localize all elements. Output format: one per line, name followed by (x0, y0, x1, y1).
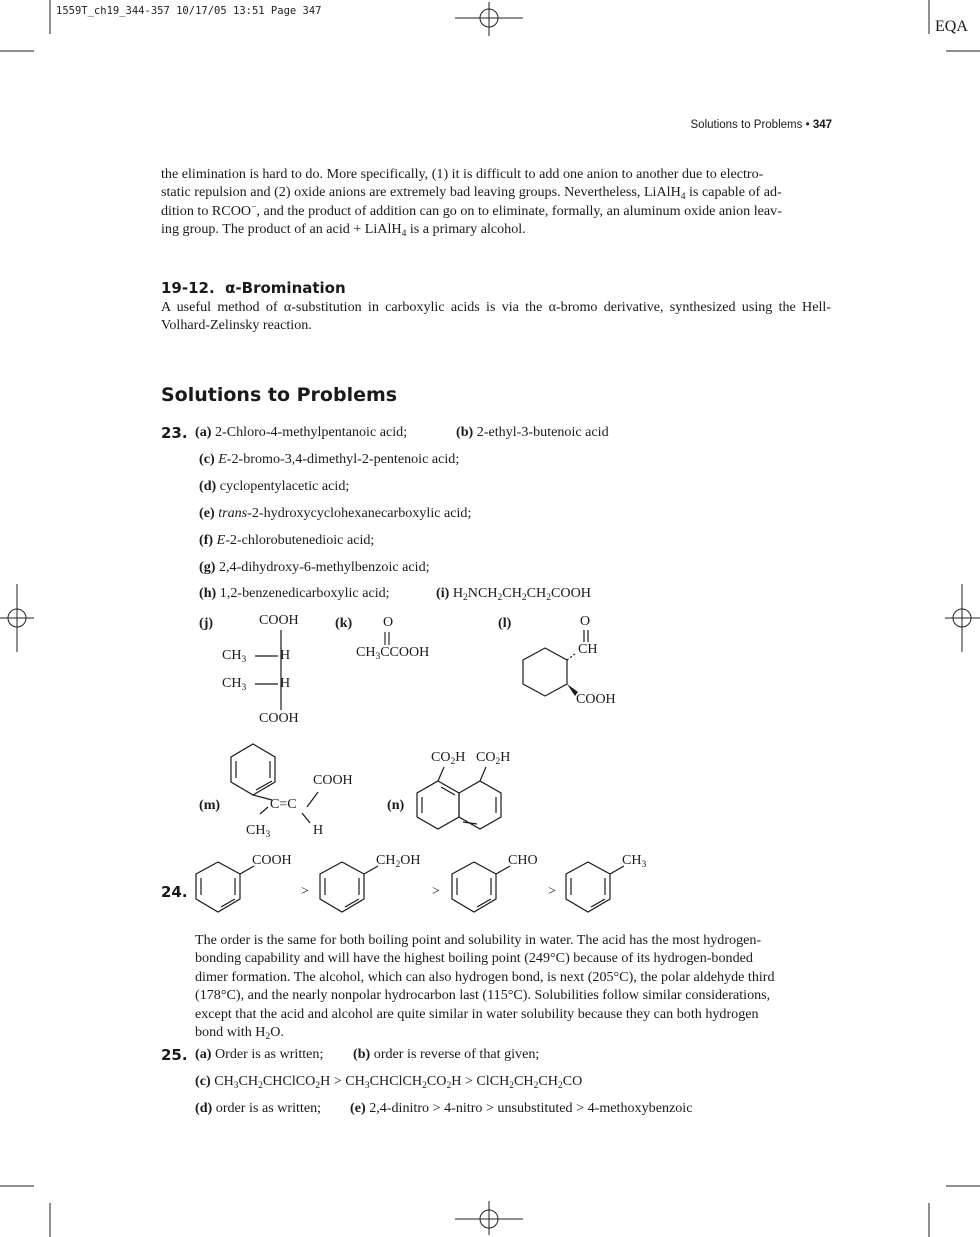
explanation-line-6: bond with $H_2O$. (195, 1024, 284, 1043)
j-top-cooh: COOH (259, 613, 299, 628)
page-number: 347 (812, 119, 832, 131)
problem-25-number: 25. (161, 1046, 188, 1064)
answer-23e: (e) trans-2-hydroxycyclohexanecarboxylic acid; (199, 505, 472, 521)
answer-23f: (f) E-2-chlorobutenedioic acid; (199, 532, 375, 548)
m-cooh: COOH (313, 773, 353, 788)
compound-benzaldehyde: CHO (508, 853, 538, 868)
corner-tag: EQA (935, 18, 968, 35)
problem-24-number: 24. (161, 883, 188, 901)
explanation-line-3: dimer formation. The alcohol, which can also hydrogen bond, is next (205°C), the polar aldehyde third (195, 968, 775, 985)
label-23m: (m) (199, 797, 221, 813)
j-ch3-upper: $CH_3$ (222, 648, 247, 665)
explanation-line-2: bonding capability and will have the highest boiling point (249°C) because of its hydrogen-bonded (195, 950, 753, 967)
n-co2h-left: $CO_2H$ (431, 750, 466, 767)
problem-24-explanation (195, 931, 825, 1041)
label-23n: (n) (387, 797, 405, 813)
l-cooh: COOH (576, 692, 616, 707)
greater-than-2: > (432, 884, 440, 899)
l-oxygen: O (580, 614, 591, 629)
answer-23b: (b) 2-ethyl-3-butenoic acid (456, 424, 609, 440)
j-h-upper: H (280, 648, 291, 663)
explanation-line-5: except that the acid and alcohol are quite similar in water solubility because they can both hydrogen (195, 1005, 759, 1022)
k-oxygen: O (383, 615, 394, 630)
intro-line-1: the elimination is hard to do. More specifically, (1) it is difficult to add one anion to another due to electro- (161, 166, 764, 182)
running-head-title: Solutions to Problems (690, 119, 803, 131)
section-number: 19-12. (161, 279, 215, 297)
answer-23c: (c) E-2-bromo-3,4-dimethyl-2-pentenoic acid; (199, 451, 460, 467)
label-23l: (l) (498, 615, 512, 631)
answer-25e: (e) 2,4-dinitro > 4-nitro > unsubstituted > 4-methoxybenzoic (350, 1100, 693, 1116)
intro-line-2: static repulsion and (2) oxide anions are extremely bad leaving groups. Nevertheless, LiAlH$_4$ is capable of ad- (161, 184, 782, 203)
answer-23g: (g) 2,4-dihydroxy-6-methylbenzoic acid; (199, 559, 430, 575)
answer-25d: (d) order is as written; (195, 1100, 322, 1116)
answer-25a: (a) Order is as written; (195, 1046, 324, 1062)
compound-toluene: $CH_3$ (622, 853, 647, 870)
label-23j: (j) (199, 615, 214, 631)
section-title: α-Bromination (225, 279, 346, 297)
explanation-line-1: The order is the same for both boiling point and solubility in water. The acid has the most hydrogen- (195, 932, 762, 948)
m-alkene: C=C (270, 797, 297, 812)
j-bottom-cooh: COOH (259, 711, 299, 726)
j-h-lower: H (280, 676, 291, 691)
print-slug: 1559T_ch19_344-357 10/17/05 13:51 Page 347 (56, 5, 322, 17)
running-head-bullet: • (805, 119, 810, 131)
answer-25c: (c) $CH_3CH_2CHClCO_2H$ > $CH_3CHClCH_2CO_2H$ > $ClCH_2CH_2CH_2CO$ (195, 1073, 583, 1091)
compound-benzyl-alcohol: $CH_2OH$ (376, 853, 421, 870)
l-aldehyde-ch: CH (578, 642, 598, 657)
m-ch3: $CH_3$ (246, 823, 271, 840)
answer-23i: (i) $H_2NCH_2CH_2CH_2COOH$ (436, 585, 591, 603)
problem-23-number: 23. (161, 424, 188, 442)
solutions-heading: Solutions to Problems (161, 384, 398, 406)
k-formula: $CH_3CCOOH$ (356, 645, 430, 662)
explanation-line-4: (178°C), and the nearly nonpolar hydrocarbon last (115°C). Solubilities follow similar considerations, (195, 987, 771, 1004)
greater-than-3: > (548, 884, 556, 899)
compound-benzoic-acid: COOH (252, 853, 292, 868)
intro-line-4: ing group. The product of an acid + LiAlH$_4$ is a primary alcohol. (161, 221, 526, 240)
j-ch3-lower: $CH_3$ (222, 676, 247, 693)
intro-line-3: dition to RCOO−, and the product of addition can go on to eliminate, formally, an aluminum oxide anion leav- (161, 202, 782, 219)
n-co2h-right: $CO_2H$ (476, 750, 511, 767)
answer-25b: (b) order is reverse of that given; (353, 1046, 540, 1062)
answer-23a: (a) 2-Chloro-4-methylpentanoic acid; (195, 424, 408, 440)
answer-23h: (h) 1,2-benzenedicarboxylic acid; (199, 585, 390, 601)
answer-23d: (d) cyclopentylacetic acid; (199, 478, 350, 494)
greater-than-1: > (301, 884, 309, 899)
section-body: A useful method of α-substitution in carboxylic acids is via the α-bromo derivative, synthesized using the Hell-Volhard-Zelinsky reaction. (161, 299, 831, 334)
label-23k: (k) (335, 615, 353, 631)
m-h: H (313, 823, 324, 838)
